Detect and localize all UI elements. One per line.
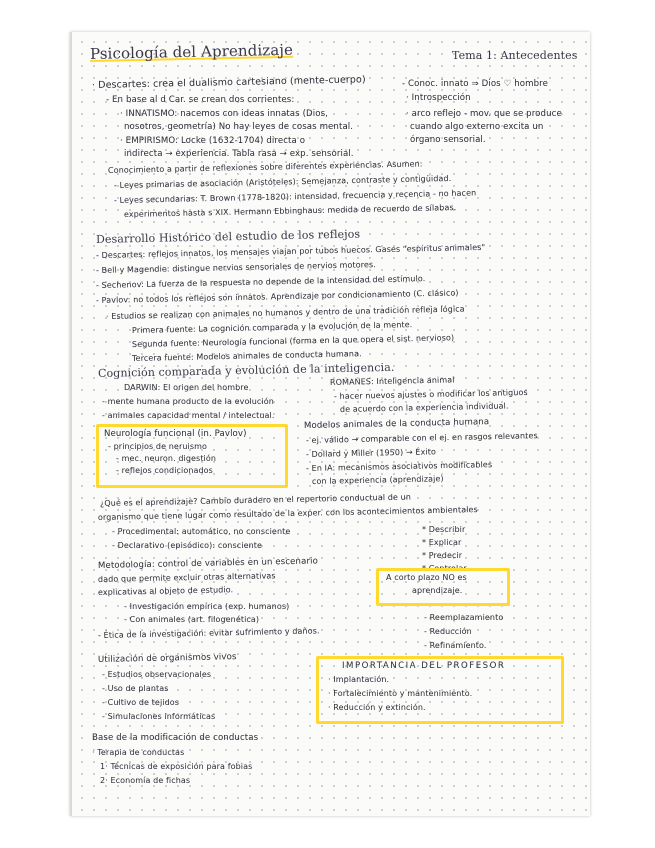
leyes-primarias: - Leyes primarias de asociación (Aristóteles): Semejanza, contraste y contigüidad. xyxy=(113,173,452,190)
reemplazamiento: - Reemplazamiento xyxy=(424,613,504,622)
romanes-line: ROMANES: Inteligencia animal xyxy=(329,375,455,387)
aprendizaje-def-2: organismo que tiene lugar como resultado de la exper. con los acontecimientos ambientales xyxy=(97,505,478,522)
organismos-4: - Simulaciones informáticas xyxy=(102,712,216,721)
con-animales: - Con animales (art. filogenética) xyxy=(124,615,260,624)
investigacion-empirica: - Investigación empírica (exp. humanos) xyxy=(124,602,290,611)
tercera-fuente: Tercera fuente: Modelos animales de conducta humana. xyxy=(131,349,362,363)
reflejos-heading: Desarrollo Histórico del estudio de los reflejos xyxy=(95,227,361,246)
conoc-innato: - Conoc. innato ⇒ Dios ♡ hombre xyxy=(402,79,548,89)
descartes-line: · Descartes: crea el dualismo cartesiano (mente-cuerpo) xyxy=(91,74,366,91)
predecir: * Predecir xyxy=(422,551,463,560)
etica-line: - Ética de la investigación: evitar sufrimiento y daños. xyxy=(97,626,320,640)
neuro-title: Neurología funcional (in. Pavlov) xyxy=(104,429,247,439)
darwin-2: - animales capacidad mental / intelectual. xyxy=(102,411,275,420)
metodologia-2: explicativas al objeto de estudio. xyxy=(97,585,234,597)
cognicion-heading: Cognición comparada y evolución de la inteligencia. xyxy=(97,360,395,380)
modelos-3: - En IA: mecanismos asociativos modificables xyxy=(305,460,493,473)
empirismo-detail: indirecta → experiencia. Tabla rasa → exp. sensorial. xyxy=(124,149,354,159)
controlar: * Controlar xyxy=(422,564,467,573)
arco-reflejo-3: órgano sensorial. xyxy=(410,135,486,145)
sechenov: - Sechenov: La fuerza de la respuesta no depende de la intensidad del estímulo. xyxy=(95,274,426,290)
experimentos-line: experimentos hasta s XIX. Hermann Ebbinghaus: medida de recuerdo de sílabas. xyxy=(123,203,457,219)
descartes-reflejos: - Descartes: reflejos innatos, los mensajes viajan por tubos huecos. Gases "espíritus animales" xyxy=(95,242,486,260)
profesor-3: · Reducción y extinción. xyxy=(328,703,426,712)
corto-plazo-1: A corto plazo NO es xyxy=(386,573,467,582)
neuro-3: - reflejos condicionados xyxy=(116,466,213,475)
organismos-2: - Uso de plantas xyxy=(102,684,169,693)
arco-reflejo-2: cuando algo externo excita un xyxy=(410,122,544,132)
estudios-line: · Estudios se realizan con animales no humanos y dentro de una tradición refleja lógica xyxy=(105,304,465,321)
innatismo-detail: nosotros, geometría) No hay leyes de cosas mental. xyxy=(124,122,354,132)
empirismo-line: · EMPIRISMO: Locke (1632-1704) directa o xyxy=(120,136,306,146)
leyes-secundarias: - Leyes secundarias: T. Brown (1778-1820): intensidad, frecuencia y recencia - no hacen xyxy=(113,188,477,205)
explicar: * Explicar xyxy=(422,538,462,547)
conocimiento-line: Conocimiento a partir de reflexiones sobre diferentes experiencias. Asumen: xyxy=(107,159,423,175)
economia: 2· Economía de fichas xyxy=(100,776,191,785)
introspeccion: · Introspección xyxy=(406,93,471,103)
modelos-4: con la experiencia (aprendizaje) xyxy=(311,474,444,486)
segunda-fuente: Segunda fuente: Neurología funcional (forma en la que opera el sist. nervioso) xyxy=(131,333,455,349)
profesor-title: IMPORTANCIA DEL PROFESOR xyxy=(342,661,506,671)
neuro-1: - principios de neruismo xyxy=(108,442,207,451)
corto-plazo-2: aprendizaje. xyxy=(412,586,463,595)
darwin-line: DARWIN: El origen del hombre xyxy=(124,383,249,392)
modelos-2: - Dollard y Miller (1950) → Éxito xyxy=(305,447,436,459)
aprendizaje-def-1: ¿Qué es el aprendizaje? Cambio duradero en el repertorio conductual de un xyxy=(99,492,412,508)
profesor-1: · Implantación. xyxy=(328,675,390,684)
primera-fuente: Primera fuente: La cognición comparada y la evolución de la mente. xyxy=(131,320,413,335)
profesor-2: · Fortalecimiento y mantenimiento. xyxy=(328,689,473,698)
topic-label: Tema 1: Antecedentes xyxy=(452,49,578,62)
procedimental: - Procedimental: automático, no consciente xyxy=(112,527,291,536)
organismos-1: - Estudios observacionales xyxy=(102,670,212,679)
reduccion: - Reducción xyxy=(424,627,472,636)
describir: * Describir xyxy=(422,525,466,534)
organismos-heading: Utilización de organismos vivos xyxy=(97,652,237,665)
tecnicas: 1· Técnicas de exposición para fobias xyxy=(100,762,253,771)
terapia: · Terapia de conductas xyxy=(92,748,185,757)
declarativo: - Declarativo (episódico): consciente xyxy=(112,541,263,550)
romanes-1: - hacer nuevos ajustes o modificar los antiguos xyxy=(333,387,528,401)
organismos-3: - Cultivo de tejidos xyxy=(102,698,180,707)
romanes-2: de acuerdo con la experiencia individual. xyxy=(339,401,509,414)
page-title: Psicología del Aprendizaje xyxy=(89,40,294,63)
darwin-1: - mente humana producto de la evolución xyxy=(102,397,274,406)
modelos-1: - ej. válido → comparable con el ej. en rasgos relevantes xyxy=(305,431,538,445)
notebook-page xyxy=(70,32,590,816)
refinamiento: - Refinamiento. xyxy=(424,641,487,650)
metodologia-1: dado que permite excluir otras alternativas xyxy=(97,571,276,584)
corrientes-line: - En base al d Car. se crean dos corrientes: xyxy=(106,95,295,105)
neuro-2: - mec. neuron. digestión xyxy=(116,454,217,463)
metodologia-heading: Metodología: control de variables en un escenario xyxy=(97,556,319,571)
modelos-heading: Modelos animales de la conducta humana xyxy=(303,417,490,431)
modificacion-heading: Base de la modificación de conductas xyxy=(92,733,259,743)
bell-magendie: - Bell y Magendie: distingue nervios sensoriales de nervios motores. xyxy=(95,260,376,275)
pavlov: - Pavlov: no todos los reflejos son innatos. Aprendizaje por condicionamiento (C. clásico) xyxy=(95,288,459,305)
arco-reflejo: · arco reflejo - mov. que se produce xyxy=(406,109,562,119)
innatismo-line: · INNATISMO: nacemos con ideas innatas (Dios, xyxy=(120,109,329,119)
